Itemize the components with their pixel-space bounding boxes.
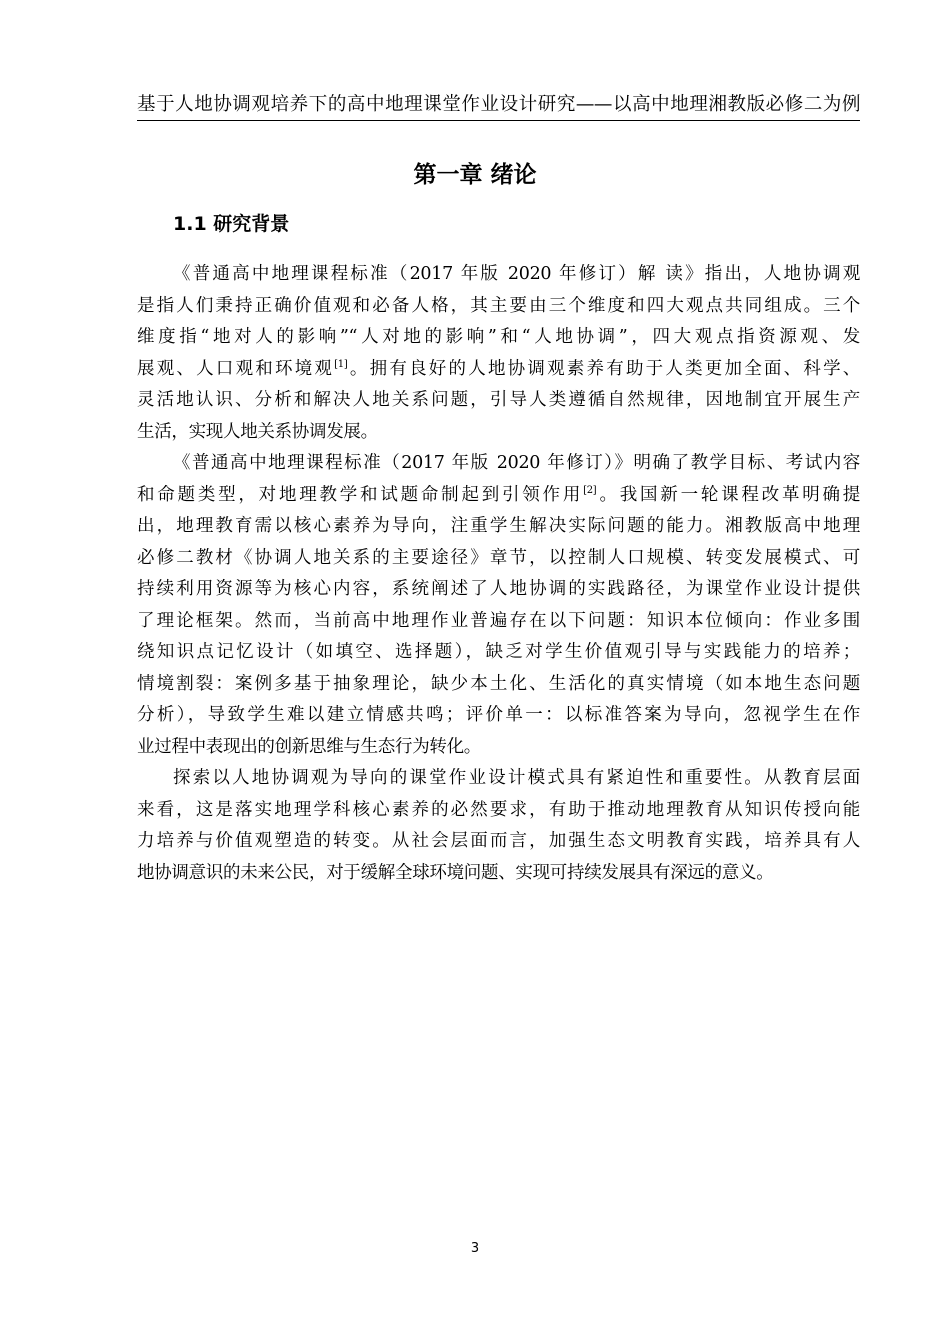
header-rule [137, 120, 860, 121]
paragraph-line: 必修二教材《协调人地关系的主要途径》章节，以控制人口规模、转变发展模式、可 [137, 547, 860, 568]
line-text: 。我国新一轮课程改革明确提 [596, 484, 860, 505]
section-title: 1.1 研究背景 [173, 213, 290, 235]
citation-ref: [1] [334, 358, 348, 370]
citation-ref: [2] [583, 484, 597, 496]
line-text: 。拥有良好的人地协调观素养有助于人类更加全面、科学、 [347, 358, 861, 379]
paragraph-line: 绕知识点记忆设计（如填空、选择题），缺乏对学生价值观引导与实践能力的培养； [137, 642, 860, 662]
paragraph-line: 出，地理教育需以核心素养为导向，注重学生解决实际问题的能力。湘教版高中地理 [137, 516, 860, 536]
page-number: 3 [470, 1241, 480, 1256]
line-text: 和命题类型，对地理教学和试题命制起到引领作用 [137, 484, 584, 505]
paragraph-line: 《普通高中地理课程标准（2017 年版 2020 年修订）》明确了教学目标、考试内容 [173, 453, 860, 473]
line-text: 展观、人口观和环境观 [137, 358, 335, 379]
paragraph-line [137, 354, 860, 386]
paragraph-line: 分析），导致学生难以建立情感共鸣；评价单一：以标准答案为导向，忽视学生在作 [137, 705, 860, 725]
paragraph-line: 灵活地认识、分析和解决人地关系问题，引导人类遵循自然规律，因地制宜开展生产 [137, 390, 860, 410]
paragraph-line: 力培养与价值观塑造的转变。从社会层面而言，加强生态文明教育实践，培养具有人 [137, 831, 860, 851]
paragraph-line: 生活，实现人地关系协调发展。 [137, 421, 378, 442]
paragraph-line: 是指人们秉持正确价值观和必备人格，其主要由三个维度和四大观点共同组成。三个 [137, 295, 860, 316]
paragraph-line: 来看，这是落实地理学科核心素养的必然要求，有助于推动地理教育从知识传授向能 [137, 799, 860, 820]
body-text [137, 259, 860, 889]
paragraph-line [137, 480, 860, 512]
paragraph-line: 探索以人地协调观为导向的课堂作业设计模式具有紧迫性和重要性。从教育层面 [173, 768, 860, 788]
paragraph-line: 地协调意识的未来公民，对于缓解全球环境问题、实现可持续发展具有深远的意义。 [137, 862, 774, 883]
paragraph-line: 情境割裂：案例多基于抽象理论，缺少本土化、生活化的真实情境（如本地生态问题 [137, 673, 860, 694]
paragraph-line: 了理论框架。然而，当前高中地理作业普遍存在以下问题：知识本位倾向：作业多围 [137, 610, 860, 631]
paragraph-line: 维度指“地对人的影响”“人对地的影响”和“人地协调”，四大观点指资源观、发 [137, 327, 860, 347]
paragraph-line: 业过程中表现出的创新思维与生态行为转化。 [137, 736, 481, 757]
running-header: 基于人地协调观培养下的高中地理课堂作业设计研究——以高中地理湘教版必修二为例 [137, 94, 860, 115]
chapter-title: 第一章 绪论 [413, 162, 537, 188]
paragraph-line: 持续利用资源等为核心内容，系统阐述了人地协调的实践路径，为课堂作业设计提供 [137, 579, 860, 599]
paragraph-line: 《普通高中地理课程标准（2017 年版 2020 年修订）解 读》指出，人地协调观 [173, 264, 860, 284]
